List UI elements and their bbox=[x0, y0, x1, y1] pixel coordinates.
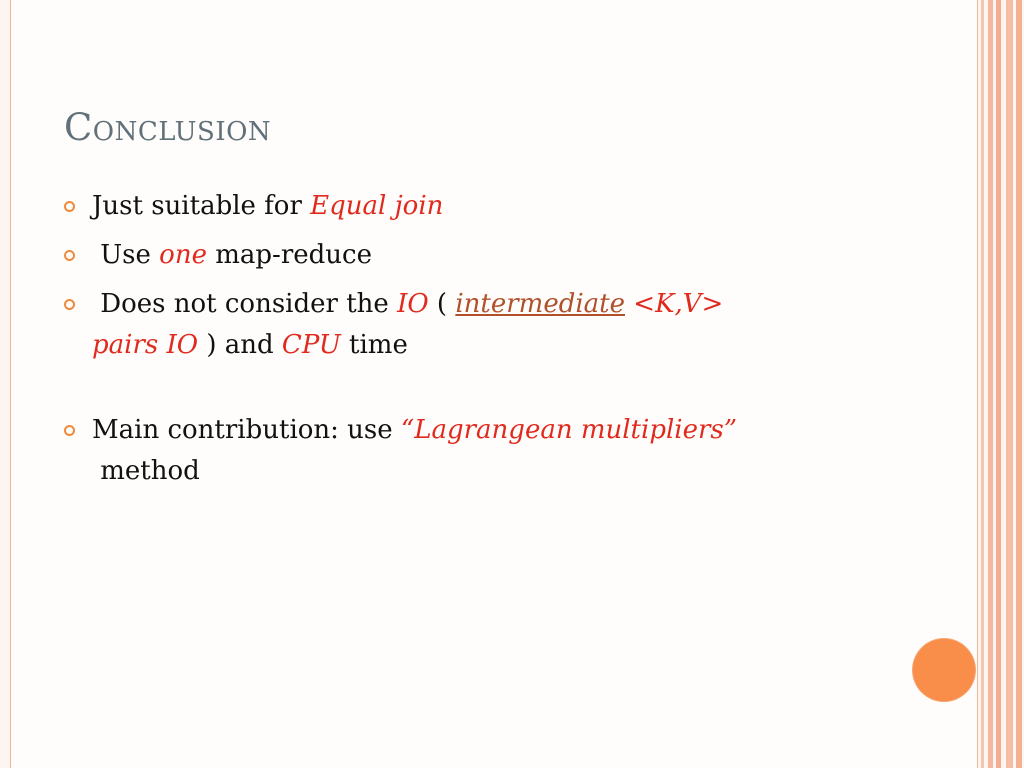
bullet-ring-icon bbox=[64, 425, 75, 436]
bullet-text: Does not consider the bbox=[92, 289, 398, 319]
decorative-circle bbox=[913, 639, 975, 701]
bullet-item-equal-join bbox=[62, 186, 862, 227]
decorative-stripe bbox=[981, 0, 984, 768]
bullet-ring-icon bbox=[64, 250, 75, 261]
bullet-text: map-reduce bbox=[206, 240, 372, 270]
emphasis-text: CPU bbox=[281, 330, 341, 360]
emphasis-text: <K,V> bbox=[633, 289, 724, 319]
decorative-stripe bbox=[996, 0, 1001, 768]
emphasis-text: Equal join bbox=[310, 191, 444, 221]
bullet-item-contribution bbox=[62, 410, 862, 492]
emphasis-text: IO bbox=[397, 289, 429, 319]
bullet-text: Main contribution: use bbox=[92, 415, 401, 445]
decorative-stripe bbox=[1016, 0, 1022, 768]
emphasis-text: “Lagrangean multipliers” bbox=[400, 415, 738, 445]
bullet-text: Use bbox=[92, 240, 160, 270]
bullet-text: time bbox=[340, 330, 408, 360]
bullet-ring-icon bbox=[64, 201, 75, 212]
decorative-stripe bbox=[988, 0, 993, 768]
bullet-text: ) and bbox=[198, 330, 282, 360]
intermediate-link[interactable]: intermediate bbox=[455, 289, 626, 319]
bullet-item-io-cpu bbox=[62, 284, 862, 366]
emphasis-text: pairs IO bbox=[92, 330, 199, 360]
bullet-ring-icon bbox=[64, 299, 75, 310]
bullet-item-map-reduce bbox=[62, 235, 862, 276]
emphasis-text: one bbox=[159, 240, 207, 270]
bullet-list bbox=[62, 186, 862, 492]
bullet-text: method bbox=[92, 456, 200, 486]
bullet-text: ( bbox=[428, 289, 456, 319]
decorative-stripe bbox=[1006, 0, 1013, 768]
bullet-text: Just suitable for bbox=[92, 191, 311, 221]
slide-title: Conclusion bbox=[64, 106, 272, 149]
